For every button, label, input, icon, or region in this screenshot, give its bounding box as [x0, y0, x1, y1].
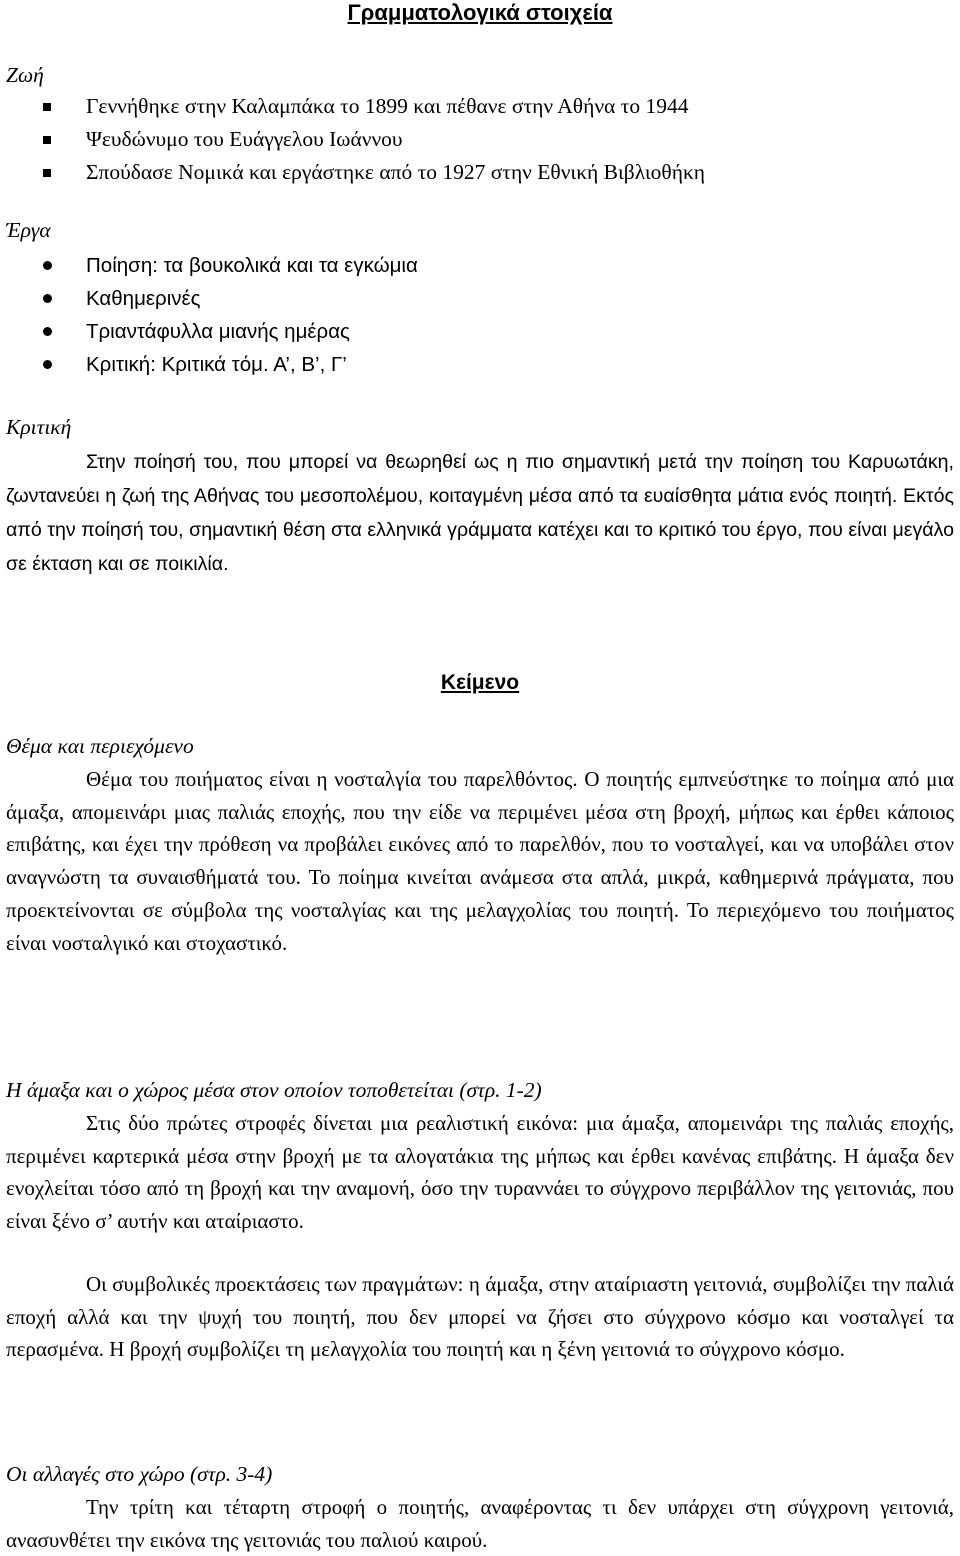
page-title: Γραμματολογικά στοιχεία [347, 0, 613, 25]
carriage-paragraph-2: Οι συμβολικές προεκτάσεις των πραγμάτων: η άμαξα, στην αταίριαστη γειτονιά, συμβολίζει την παλιά εποχή αλλά και την ψυχή του ποιητή, που δεν μπορεί να ζήσει στο σύγχρονο κόσμο και νοσταλγεί τα περασμένα. Η βροχή συμβολίζει τη μελαγχολία του ποιητή και η ξένη γειτονιά το σύγχρονο κόσμο. [6, 1272, 954, 1362]
works-list [6, 249, 418, 381]
theme-paragraph: Θέμα του ποιήματος είναι η νοσταλγία του παρελθόντος. Ο ποιητής εμπνεύστηκε το ποίημα από μια άμαξα, απομεινάρι μιας παλιάς εποχής, που την είδε να περιμένει μέσα στη βροχή, μήπως και έρθει κάποιος επιβάτης, και έχει την πρόθεση να προβάλει εικόνες από το παρελθόν, που το νοσταλγεί, και να υποβάλει στον αναγνώστη τα συναισθήματά του. Το ποίημα κινείται ανάμεσα στα απλά, μικρά, καθημερινά πράγματα, που προεκτείνονται σε σύμβολα της νοσταλγίας και της μελαγχολίας του ποιητή. Το περιεχόμενο του ποιήματος είναι νοσταλγικό και στοχαστικό. [6, 767, 954, 955]
life-heading: Ζωή [6, 63, 44, 87]
changes-paragraph-1: Την τρίτη και τέταρτη στροφή ο ποιητής, αναφέροντας τι δεν υπάρχει στη σύγχρονη γειτονιά, ανασυνθέτει την εικόνα της γειτονιάς του παλιού καιρού. [6, 1495, 954, 1552]
critique-paragraph: Στην ποίησή του, που μπορεί να θεωρηθεί ως η πιο σημαντική μετά την ποίηση του Καρυωτάκη, ζωντανεύει η ζωή της Αθήνας του μεσοπολέμου, κοιταγμένη μέσα από τα ευαίσθητα μάτια ενός ποιητή. Εκτός από την ποίησή του, σημαντική θέση στα ελληνικά γράμματα κατέχει και το κριτικό του έργο, που είναι μεγάλο σε έκταση και σε ποικιλία. [6, 451, 954, 575]
life-list [6, 90, 705, 189]
list-item: Ψευδώνυμο του Ευάγγελου Ιωάννου [6, 123, 705, 156]
list-item: Καθημερινές [6, 282, 418, 315]
list-item: Τριαντάφυλλα μιανής ημέρας [6, 315, 418, 348]
list-item: Γεννήθηκε στην Καλαμπάκα το 1899 και πέθανε στην Αθήνα το 1944 [6, 90, 705, 123]
theme-heading: Θέμα και περιεχόμενο [6, 734, 194, 758]
text-section-title: Κείμενο [440, 671, 520, 694]
list-item: Σπούδασε Νομικά και εργάστηκε από το 1927 στην Εθνική Βιβλιοθήκη [6, 156, 705, 189]
critique-heading: Κριτική [6, 415, 72, 439]
carriage-paragraph-1: Στις δύο πρώτες στροφές δίνεται μια ρεαλιστική εικόνα: μια άμαξα, απομεινάρι της παλιάς εποχής, περιμένει καρτερικά μέσα στην βροχή με τα αλογατάκια της μήπως και έρθει κανένας επιβάτης. Η άμαξα δεν ενοχλείται τόσο από τη βροχή και την αναμονή, όσο την τυραννάει το σύγχρονο περιβάλλον της γειτονιάς, που είναι ξένο σ’ αυτήν και αταίριαστο. [6, 1111, 954, 1234]
carriage-heading: Η άμαξα και ο χώρος μέσα στον οποίον τοποθετείται (στρ. 1-2) [6, 1078, 542, 1102]
changes-heading: Οι αλλαγές στο χώρο (στρ. 3-4) [6, 1462, 273, 1486]
list-item: Ποίηση: τα βουκολικά και τα εγκώμια [6, 249, 418, 282]
list-item: Κριτική: Κριτικά τόμ. Α’, Β’, Γ’ [6, 348, 418, 381]
works-heading: Έργα [6, 218, 51, 242]
